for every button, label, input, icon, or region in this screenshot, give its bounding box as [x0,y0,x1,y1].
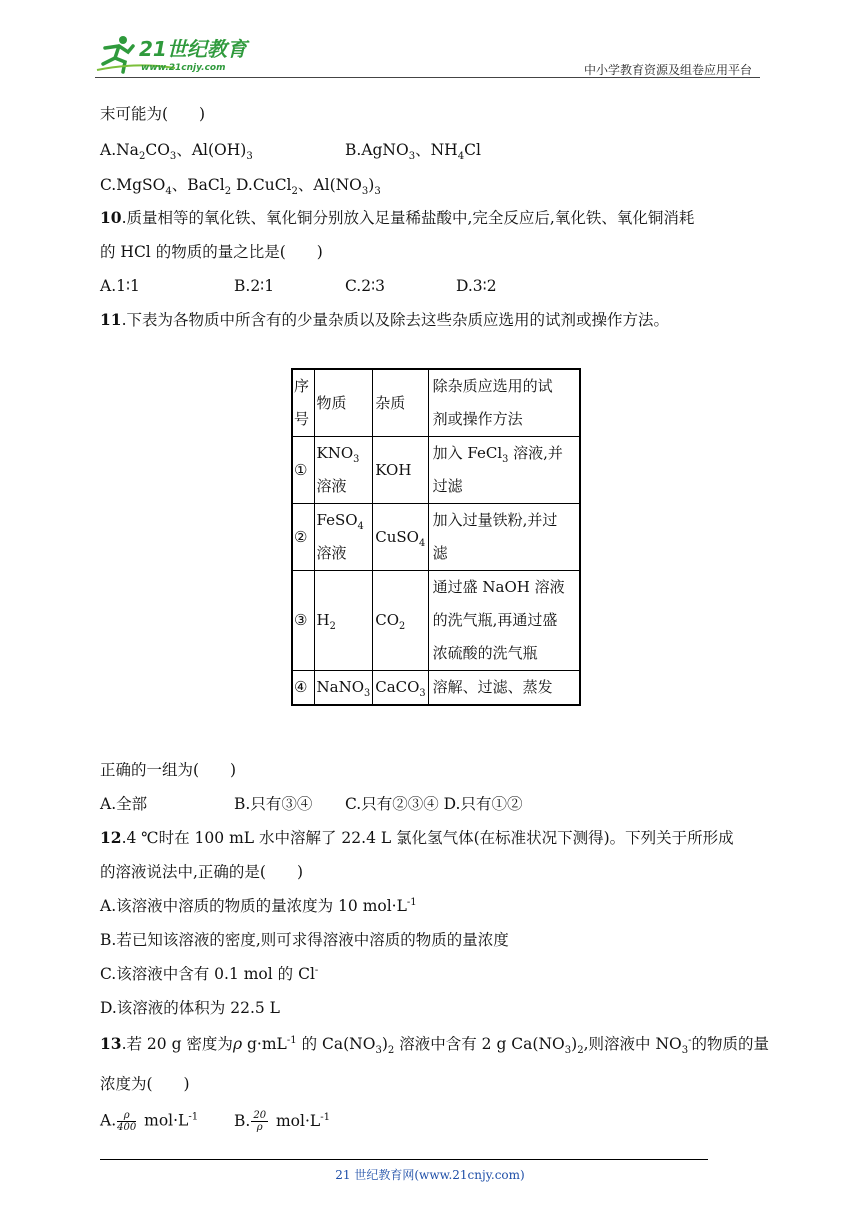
q13-stem-line2: 浓度为( ) [100,1075,190,1093]
row-impurity: CuSO$_4$ [373,504,428,571]
row-substance: $KNO_3$ 溶液 [314,437,373,504]
row-index: ④ [292,671,314,706]
impurity-table [291,368,581,706]
site-logo [95,32,265,76]
q13-option-b-fraction: $\frac{20}{\rho}$ [253,1110,267,1133]
q11-option-cd: C.只有②③④ D.只有①② [345,795,523,813]
table-row [292,437,580,504]
header-divider [95,77,760,78]
q11-number: 11 [100,310,122,329]
q11-option-b: B.只有③④ [234,795,313,813]
q11-options [100,794,522,814]
q13-options [100,1110,330,1133]
q13-stem-line1: 13.若 20 g 密度为ρ $g\cdot mL^{-1}$ 的 $Ca(NO_3)_2$ 溶液中含有 2 g $Ca(NO_3)_2$,则溶液中 $NO_3^-$的物质的量 [100,1034,770,1057]
q9-options-cd: C.MgSO$_4$、BaCl$_2$ D.CuCl$_2$、$Al(NO_3)_3$ [100,176,381,198]
row-method: 溶解、过滤、蒸发 [428,671,580,706]
header-platform-text: 中小学教育资源及组卷应用平台 [583,63,752,77]
q12-option-a: A.该溶液中溶质的物质的量浓度为 10 $mol\cdot L^{-1}$ [100,896,417,915]
q13-option-b: B. $\frac{20}{\rho}$ $mol\cdot L^{-1}$ [234,1110,331,1133]
q13-option-a-fraction: $\frac{\rho}{400}$ [117,1110,137,1133]
row-impurity: CaCO$_3$ [373,671,428,706]
row-index: ① [292,437,314,504]
row-substance: $H_2$ [314,571,373,671]
header-cell-index: 序 号 [292,369,314,437]
q10-option-b: B.2∶1 [234,277,275,295]
q9-options-ab [100,140,481,163]
row-impurity: KOH [373,437,428,504]
q12-stem-line1: 12.4 ℃时在 100 mL 水中溶解了 22.4 L 氯化氢气体(在标准状况下测得)。下列关于所形成 [100,828,734,847]
q13-number: 13 [100,1034,122,1053]
table-row [292,671,580,706]
q10-option-c: C.2∶3 [345,277,385,295]
table-row [292,504,580,571]
row-impurity: $CO_2$ [373,571,428,671]
header-cell-impurity: 杂质 [373,369,428,437]
q12-option-c: C.该溶液中含有 0.1 mol 的 Cl- [100,964,319,983]
row-index: ② [292,504,314,571]
row-method: 加入过量铁粉,并过 滤 [428,504,580,571]
q11-option-a: A.全部 [100,795,148,813]
table-header-row [292,369,580,437]
q12-option-d: D.该溶液的体积为 22.5 L [100,999,280,1017]
q10-stem-line2: 的 HCl 的物质的量之比是( ) [100,243,323,261]
row-substance: FeSO$_4$ 溶液 [314,504,373,571]
q9-option-a: $A.Na_2CO_3$、$Al(OH)_3$ [100,141,253,163]
q10-option-a: A.1∶1 [100,277,140,295]
q9-tail-text: 末可能为( ) [100,105,206,123]
header-cell-method: 除杂质应选用的试 剂或操作方法 [428,369,580,437]
page-header [95,32,760,78]
q10-number: 10 [100,208,122,227]
row-method: 通过盛 NaOH 溶液 的洗气瓶,再通过盛 浓硫酸的洗气瓶 [428,571,580,671]
q12-stem-line2: 的溶液说法中,正确的是( ) [100,863,304,881]
row-substance: NaNO$_3$ [314,671,373,706]
q10-stem-line1: 10.质量相等的氧化铁、氧化铜分别放入足量稀盐酸中,完全反应后,氧化铁、氧化铜消耗 [100,208,695,227]
svg-text:www.21cnjy.com: www.21cnjy.com [141,63,226,73]
q13-option-a: A. $\frac{\rho}{400}$ $mol\cdot L^{-1}$ [100,1110,199,1133]
row-method: 加入 FeCl$_3$ 溶液,并 过滤 [428,437,580,504]
q9-option-b: B.AgNO$_3$、$NH_4Cl$ [345,141,481,163]
q11-stem: 11.下表为各物质中所含有的少量杂质以及除去这些杂质应选用的试剂或操作方法。 [100,310,670,329]
footer-divider [100,1159,708,1160]
footer-text: 21 世纪教育网(www.21cnjy.com) [335,1168,525,1182]
q10-option-d: D.3∶2 [456,277,497,295]
q12-option-b: B.若已知该溶液的密度,则可求得溶液中溶质的物质的量浓度 [100,931,509,949]
q12-number: 12 [100,828,122,847]
row-index: ③ [292,571,314,671]
header-cell-substance: 物质 [314,369,373,437]
q10-options [100,276,497,296]
svg-text:21世纪教育: 21世纪教育 [139,37,247,61]
q11-after-text: 正确的一组为( ) [100,761,237,779]
table-row [292,571,580,671]
